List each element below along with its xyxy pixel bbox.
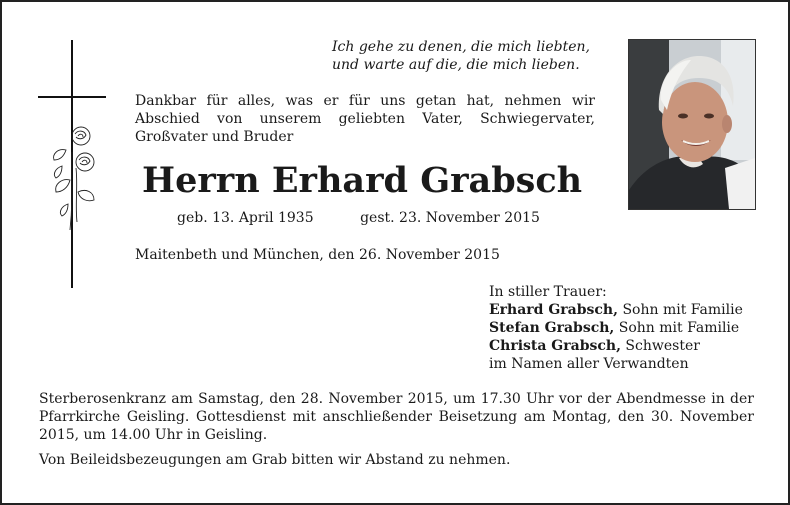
closing-request: Von Beileidsbezeugungen am Grab bitten wir Abstand zu nehmen.	[39, 452, 511, 468]
deceased-name: Herrn Erhard Grabsch	[142, 160, 583, 201]
birth-date: geb. 13. April 1935	[177, 210, 314, 226]
rose-icon	[48, 122, 100, 232]
mourner-row	[489, 301, 743, 319]
intro-text: Dankbar für alles, was er für uns getan hat, nehmen wir Abschied von unserem geliebten Vater, Schwiegervater, Großvater und Bruder	[135, 93, 595, 145]
life-dates	[177, 209, 540, 227]
mourner-name: Christa Grabsch,	[489, 338, 621, 354]
mourner-relation: Sohn mit Familie	[614, 320, 740, 336]
mourner-row	[489, 319, 743, 337]
poem-line-2: und warte auf die, die mich lieben.	[332, 57, 580, 73]
mourner-relation: Schwester	[620, 338, 700, 354]
mourner-name: Stefan Grabsch,	[489, 320, 615, 336]
mourners-footer: im Namen aller Verwandten	[489, 356, 689, 372]
place-and-date: Maitenbeth und München, den 26. November 2015	[135, 247, 500, 263]
mourners-list	[489, 283, 743, 373]
poem-line-1: Ich gehe zu denen, die mich liebten,	[332, 39, 590, 55]
mourner-relation: Sohn mit Familie	[618, 302, 743, 318]
mourner-row	[489, 337, 743, 355]
mourners-heading: In stiller Trauer:	[489, 284, 607, 300]
service-details: Sterberosenkranz am Samstag, den 28. November 2015, um 17.30 Uhr vor der Abendmesse in der Pfarrkirche Geisling. Gottesdienst mit anschließender Beisetzung am Montag, den 30. November 2015, um 14.00 Uhr in Geisling.	[39, 391, 754, 443]
poem-quote	[332, 38, 602, 74]
mourner-name: Erhard Grabsch,	[489, 302, 618, 318]
portrait-photo	[628, 39, 756, 210]
death-date: gest. 23. November 2015	[360, 210, 540, 226]
